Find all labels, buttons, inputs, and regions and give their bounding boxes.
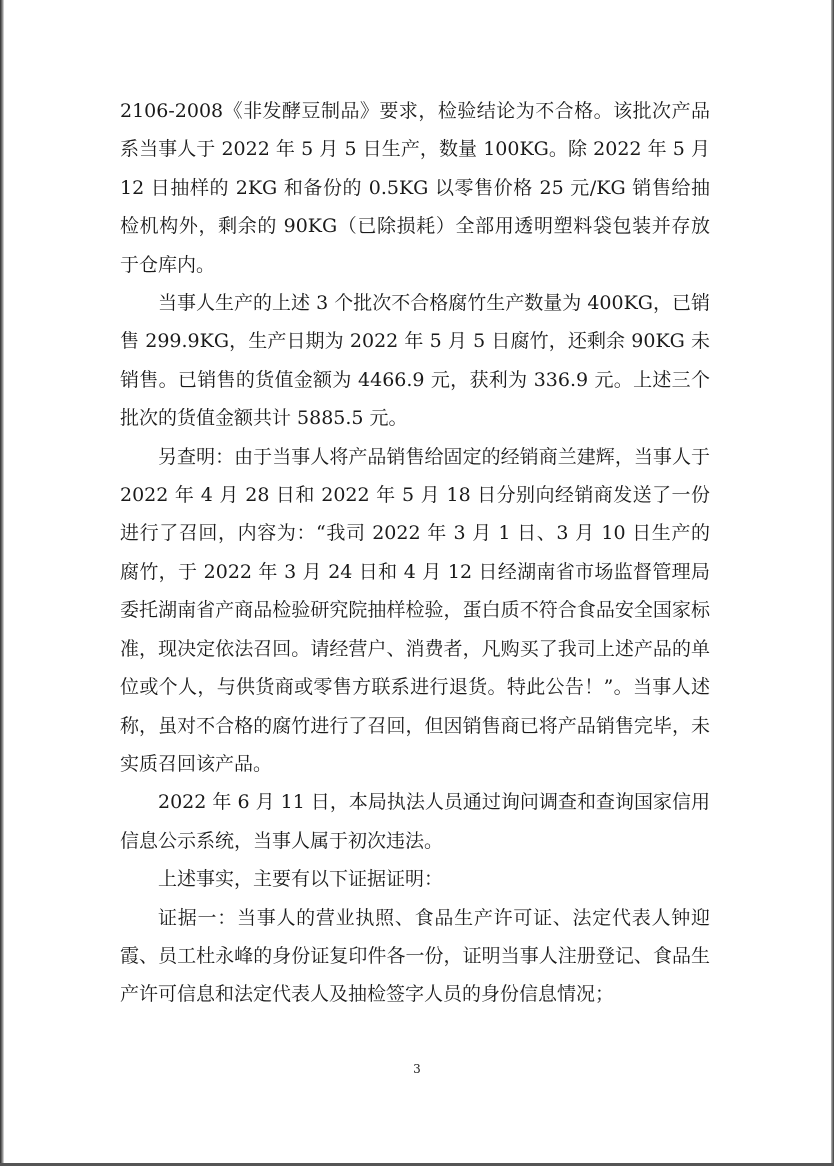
paragraph-inspection-result: 2106-2008《非发酵豆制品》要求，检验结论为不合格。该批次产品系当事人于 2022 年 5 月 5 日生产，数量 100KG。除 2022 年 5 月 12 日抽样的 2KG 和备份的 0.5KG 以零售价格 25 元/KG 销售给抽检机构外，剩余的 90KG（已除损耗）全部用透明塑料袋包装并存放于仓库内。 (120, 100, 710, 276)
paragraph-evidence-intro: 上述事实，主要有以下证据证明： (158, 868, 444, 891)
page-number: 3 (413, 1062, 421, 1076)
scan-edge-left (0, 0, 4, 1166)
paragraph-production-summary: 当事人生产的上述 3 个批次不合格腐竹生产数量为 400KG，已销售 299.9KG，生产日期为 2022 年 5 月 5 日腐竹，还剩余 90KG 未销售。已销售的货值金额为 4466.9 元，获利为 336.9 元。上述三个批次的货值金额共计 5885.5 元。 (120, 292, 710, 430)
paragraph-credit-check: 2022 年 6 月 11 日，本局执法人员通过询问调查和查询国家信用信息公示系统，当事人属于初次违法。 (120, 791, 710, 852)
document-body (120, 92, 710, 1014)
paragraph-evidence-one: 证据一：当事人的营业执照、食品生产许可证、法定代表人钟迎霞、员工杜永峰的身份证复印件各一份，证明当事人注册登记、食品生产许可信息和法定代表人及抽检签字人员的身份信息情况； (120, 906, 710, 1006)
paragraph-recall-findings: 另查明：由于当事人将产品销售给固定的经销商兰建辉，当事人于 2022 年 4 月 28 日和 2022 年 5 月 18 日分别向经销商发送了一份进行了召回，内容为：“我司 2022 年 3 月 1 日、3 月 10 日生产的腐竹，于 2022 年 3 月 24 日和 4 月 12 日经湖南省市场监督管理局委托湖南省产商品检验研究院抽样检验，蛋白质不符合食品安全国家标准，现决定依法召回。请经营户、消费者，凡购买了我司上述产品的单位或个人，与供货商或零售方联系进行退货。特此公告！”。当事人述称，虽对不合格的腐竹进行了召回，但因销售商已将产品销售完毕，未实质召回该产品。 (120, 445, 710, 775)
